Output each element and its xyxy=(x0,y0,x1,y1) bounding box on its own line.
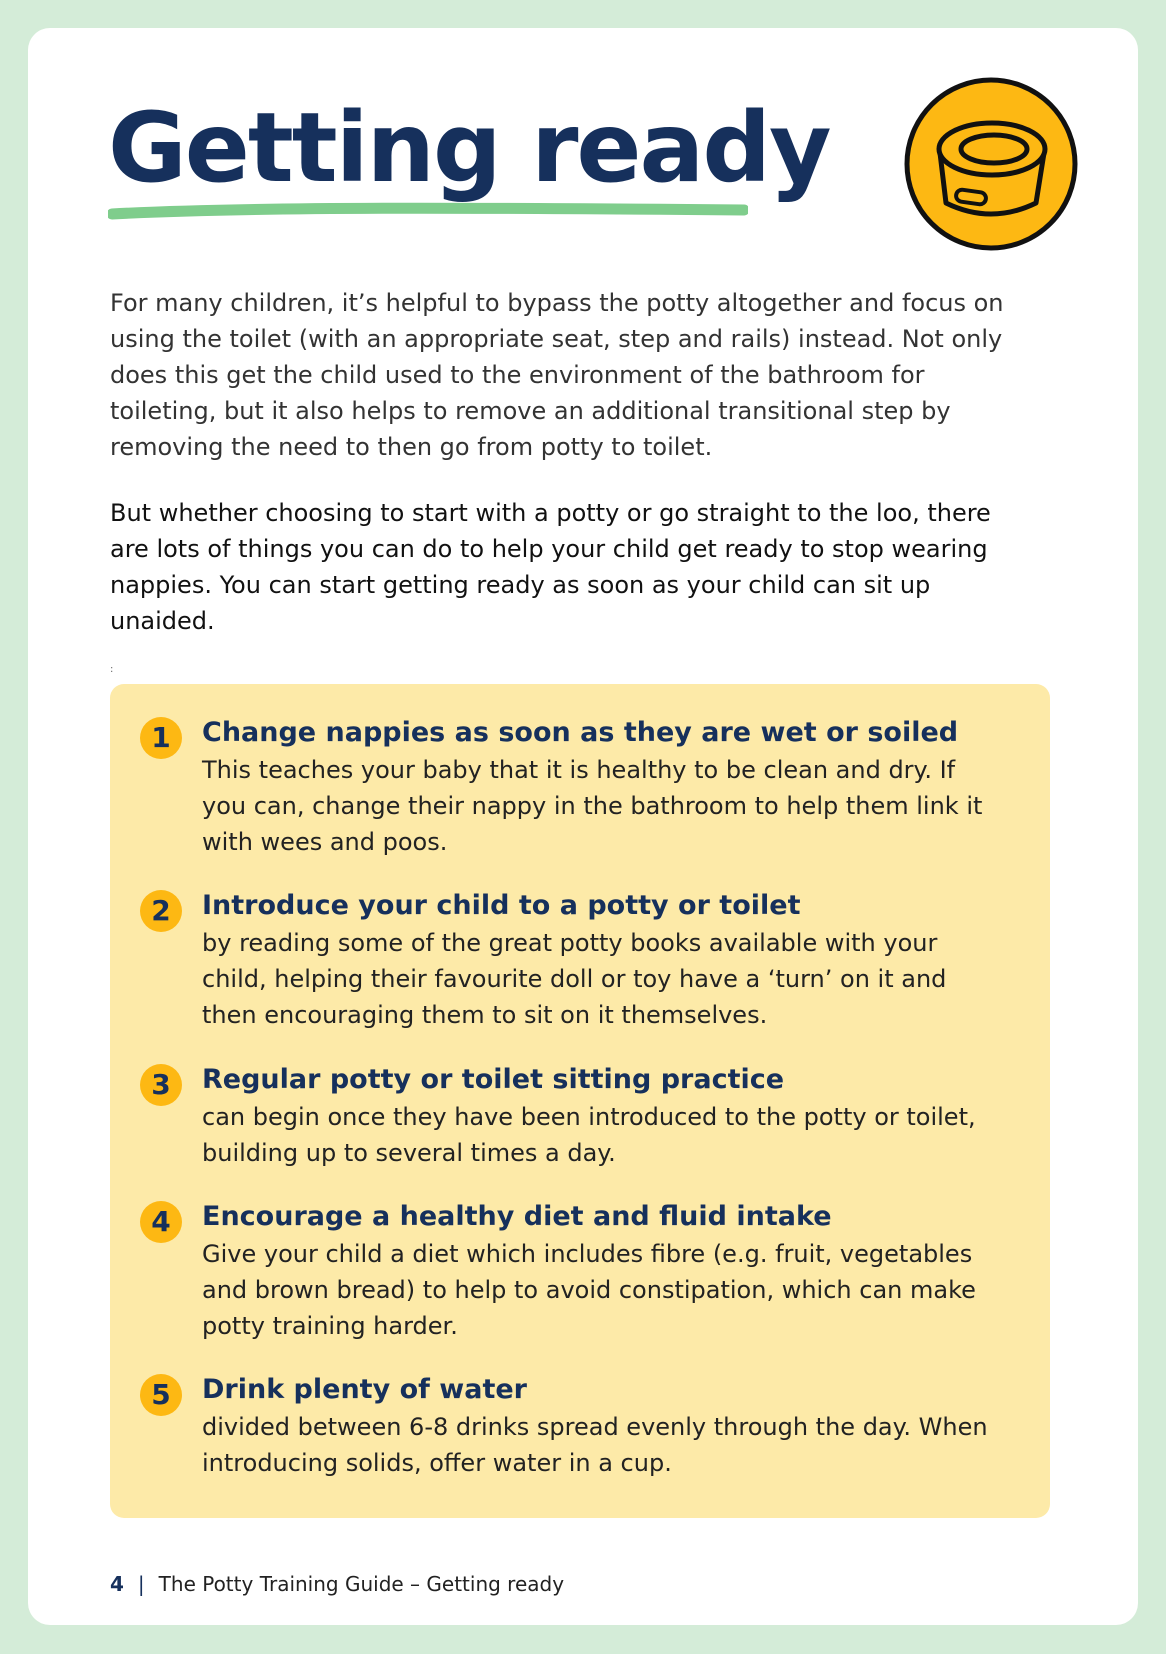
step-number-badge: 1 xyxy=(140,717,182,759)
step-title: Encourage a healthy diet and fluid intake xyxy=(202,1201,832,1232)
step-number-badge: 5 xyxy=(140,1374,182,1416)
step-body: by reading some of the great potty books available with your child, helping their favourite doll or toy have a ‘turn’ on it and then encouraging them to sit on it themselves. xyxy=(202,929,947,1029)
page-number: 4 xyxy=(110,1572,124,1596)
page-title: Getting ready xyxy=(108,92,830,204)
step-body: Give your child a diet which includes fibre (e.g. fruit, vegetables and brown bread) to help to avoid constipation, which can make potty training harder. xyxy=(202,1240,976,1340)
page-footer xyxy=(110,1572,564,1596)
footer-title: The Potty Training Guide – Getting ready xyxy=(158,1572,565,1596)
step-title: Regular potty or toilet sitting practice xyxy=(202,1064,785,1095)
intro-paragraph: For many children, it’s helpful to bypass the potty altogether and focus on using the toilet (with an appropriate seat, step and rails) instead. Not only does this get the child used to the environment of the bathroom for toileting, but it also helps to remove an additional transitional step by removing the need to then go from potty to toilet. xyxy=(110,289,1004,461)
step-body: divided between 6-8 drinks spread evenly through the day. When introducing solids, offer water in a cup. xyxy=(202,1413,988,1477)
footer-separator: | xyxy=(137,1572,145,1596)
step-body: This teaches your baby that it is healthy to be clean and dry. If you can, change their nappy in the bathroom to help them link it with wees and poos. xyxy=(202,756,983,856)
step-number-badge: 4 xyxy=(140,1201,182,1243)
lead-paragraph: But whether choosing to start with a potty or go straight to the loo, there are lots of things you can do to help your child get ready to stop wearing nappies. You can start getting ready as soon as your child can sit up unaided. xyxy=(110,499,991,635)
page-card xyxy=(28,28,1138,1625)
step-title: Drink plenty of water xyxy=(202,1374,527,1405)
step-title: Change nappies as soon as they are wet or soiled xyxy=(202,717,959,748)
steps-box xyxy=(110,684,1050,1518)
title-underline xyxy=(108,196,748,226)
step-number-badge: 2 xyxy=(140,890,182,932)
step-number-badge: 3 xyxy=(140,1064,182,1106)
potty-icon xyxy=(902,75,1080,253)
stray-mark: : xyxy=(110,664,114,675)
step-body: can begin once they have been introduced to the potty or toilet, building up to several times a day. xyxy=(202,1103,976,1167)
step-title: Introduce your child to a potty or toilet xyxy=(202,890,801,921)
